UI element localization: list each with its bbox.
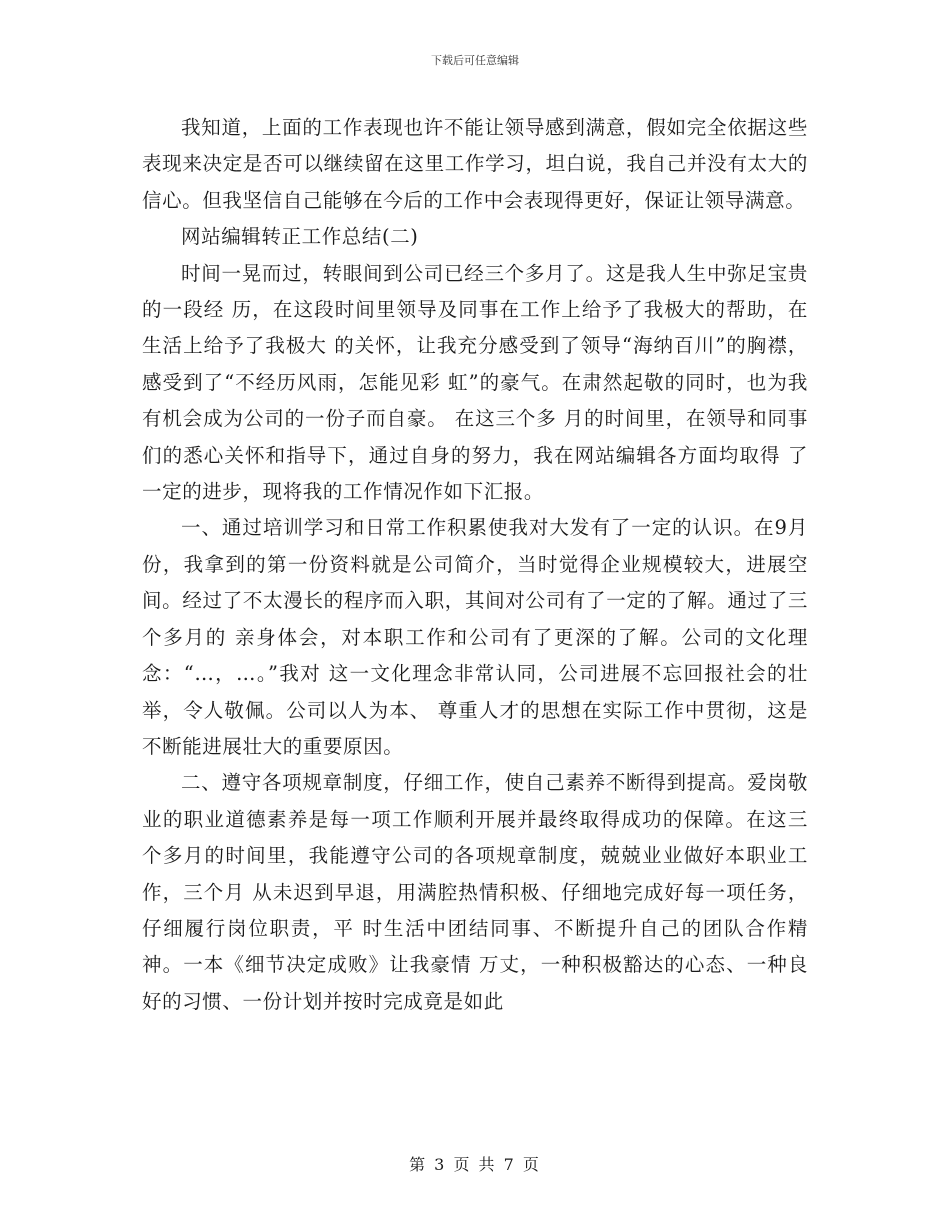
paragraph-1: 我知道，上面的工作表现也许不能让领导感到满意，假如完全依据这些表现来决定是否可以继续留在这里工作学习，坦白说，我自己并没有太大的信心。但我坚信自己能够在今后的工作中会表现得更好，保证让领导满意。	[142, 116, 808, 212]
section-title: 网站编辑转正工作总结(二)	[181, 225, 419, 249]
paragraph-3: 一、通过培训学习和日常工作积累使我对大发有了一定的认识。在9月份，我拿到的第一份资料就是公司简介，当时觉得企业规模较大，进展空 间。经过了不太漫长的程序而入职，其间对公司有了一定的了解。通过了三个多月的 亲身体会，对本职工作和公司有了更深的了解。公司的文化理念：“…，…。”我对 这一文化理念非常认同，公司进展不忘回报社会的壮举，令人敬佩。公司以人为本、 尊重人才的思想在实际工作中贯彻，这是不断能进展壮大的重要原因。	[142, 516, 808, 758]
document-body	[142, 110, 808, 1020]
paragraph-2: 时间一晃而过，转眼间到公司已经三个多月了。这是我人生中弥足宝贵的一段经 历，在这段时间里领导及同事在工作上给予了我极大的帮助，在生活上给予了我极大 的关怀，让我充分感受到了领导“海纳百川”的胸襟，感受到了“不经历风雨，怎能见彩 虹”的豪气。在肃然起敬的同时，也为我有机会成为公司的一份子而自豪。 在这三个多 月的时间里，在领导和同事们的悉心关怀和指导下，通过自身的努力，我在网站编辑各方面均取得 了一定的进步，现将我的工作情况作如下汇报。	[142, 261, 808, 504]
page-header: 下载后可任意编辑	[431, 54, 519, 67]
paragraph-4: 二、遵守各项规章制度，仔细工作，使自己素养不断得到提高。爱岗敬业的职业道德素养是每一项工作顺利开展并最终取得成功的保障。在这三 个多月的时间里，我能遵守公司的各项规章制度，兢兢业业做好本职业工作，三个月 从未迟到早退，用满腔热情积极、仔细地完成好每一项任务，仔细履行岗位职责，平 时生活中团结同事、不断提升自己的团队合作精神。一本《细节决定成败》让我豪情 万丈，一种积极豁达的心态、一种良好的习惯、一份计划并按时完成竟是如此	[142, 771, 808, 1013]
page-number-footer: 第 3 页 共 7 页	[409, 1155, 541, 1174]
